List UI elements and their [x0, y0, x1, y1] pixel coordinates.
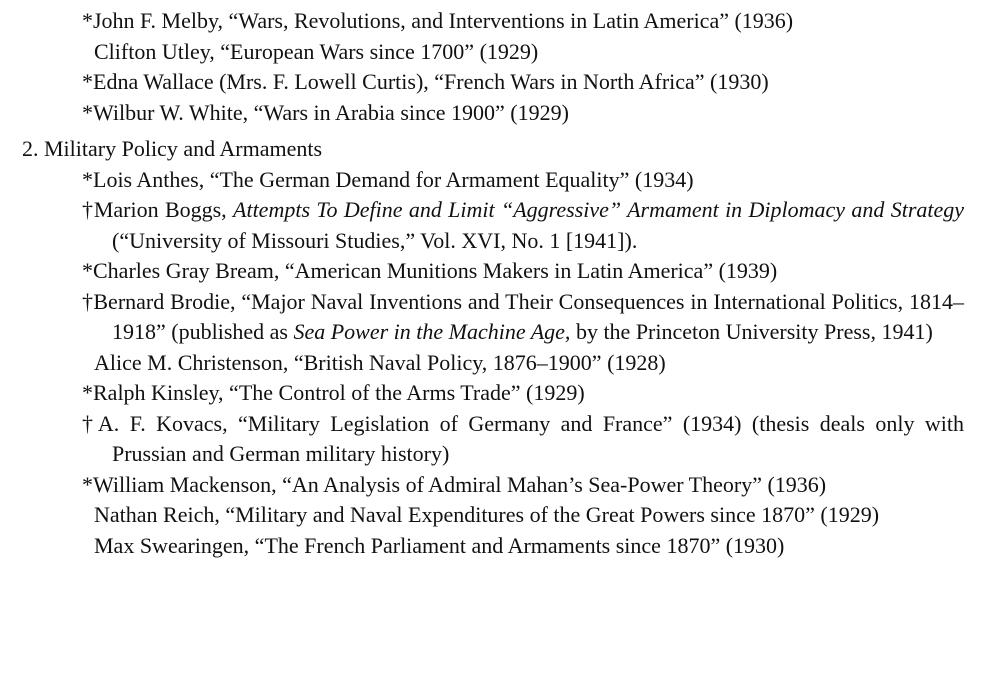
- asterisk-mark: *: [82, 69, 93, 94]
- bibliography-entry: [0, 287, 964, 348]
- entry-text: Clifton Utley, “European Wars since 1700” (1929): [94, 38, 539, 64]
- entry-text: Lois Anthes, “The German Demand for Armament Equality” (1934): [93, 166, 694, 192]
- bibliography-entry: [0, 348, 964, 379]
- asterisk-mark: *: [82, 8, 93, 33]
- entry-text: Charles Gray Bream, “American Munitions Makers in Latin America” (1939): [93, 258, 778, 283]
- bibliography-entry: [0, 195, 964, 256]
- asterisk-mark: *: [82, 471, 93, 497]
- bibliography-page: [0, 6, 1008, 561]
- bibliography-entry: [0, 165, 964, 196]
- section-heading: [0, 134, 1008, 165]
- entry-text: Edna Wallace (Mrs. F. Lowell Curtis), “French Wars in North Africa” (1930): [93, 69, 769, 94]
- entry-text: John F. Melby, “Wars, Revolutions, and Interventions in Latin America” (1936): [93, 8, 794, 33]
- entry-text: Bernard Brodie, “Major Naval Inventions and Their Consequences in International Politics, 1814–1918” (published as: [93, 288, 964, 344]
- bibliography-entry: [0, 378, 964, 409]
- bibliography-entry: [0, 256, 964, 287]
- entry-text: Max Swearingen, “The French Parliament and Armaments since 1870” (1930): [94, 532, 785, 558]
- entry-text: A. F. Kovacs, “Military Legislation of Germany and France” (1934) (thesis deals only with Prussian and German military history): [97, 410, 965, 466]
- asterisk-mark: *: [82, 258, 93, 283]
- entry-text: William Mackenson, “An Analysis of Admiral Mahan’s Sea-Power Theory” (1936): [93, 471, 827, 497]
- bibliography-entry: [0, 470, 964, 501]
- entry-text: Marion Boggs,: [93, 197, 234, 222]
- entry-text: (“University of Missouri Studies,” Vol. XVI, No. 1 [1941]).: [112, 227, 638, 253]
- asterisk-mark: *: [82, 99, 93, 125]
- entry-italic-title: Sea Power in the Machine Age,: [293, 319, 571, 344]
- bibliography-entry: [0, 531, 964, 562]
- bibliography-entry: [0, 67, 964, 98]
- section-title: Military Policy and Armaments: [44, 136, 323, 161]
- entries-before: [0, 6, 1008, 128]
- bibliography-entry: [0, 6, 964, 37]
- entries-after: [0, 165, 1008, 562]
- asterisk-mark: *: [82, 166, 93, 192]
- entry-text: by the Princeton University Press, 1941): [570, 319, 933, 344]
- bibliography-entry: [0, 409, 964, 470]
- dagger-mark: †: [82, 288, 94, 314]
- section-number: 2.: [22, 136, 39, 161]
- dagger-mark: †: [82, 410, 98, 436]
- entry-text: Nathan Reich, “Military and Naval Expenditures of the Great Powers since 1870” (1929): [94, 502, 880, 527]
- entry-text: Ralph Kinsley, “The Control of the Arms Trade” (1929): [93, 380, 585, 405]
- entry-italic-title: Attempts To Define and Limit “Aggressive” Armament in Diplomacy and Strategy: [233, 197, 965, 222]
- entry-text: Wilbur W. White, “Wars in Arabia since 1900” (1929): [93, 99, 569, 125]
- bibliography-entry: [0, 500, 964, 531]
- dagger-mark: †: [82, 197, 94, 222]
- entry-text: Alice M. Christenson, “British Naval Policy, 1876–1900” (1928): [94, 349, 666, 375]
- bibliography-entry: [0, 98, 964, 129]
- bibliography-entry: [0, 37, 964, 68]
- asterisk-mark: *: [82, 380, 93, 405]
